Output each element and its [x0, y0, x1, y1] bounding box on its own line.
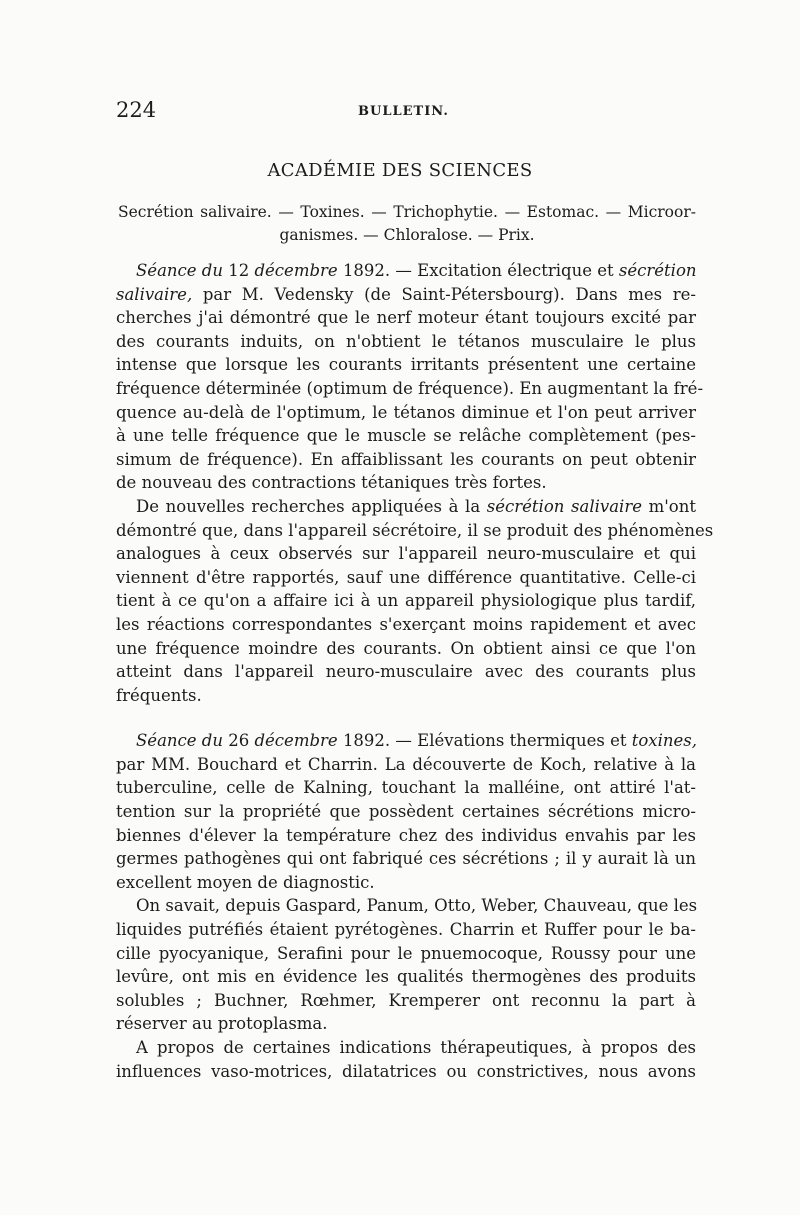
article-body	[116, 259, 714, 1083]
text-line: influences vaso-motrices, dilatatrices ou constrictives, nous avons	[116, 1061, 696, 1081]
text-line: les réactions correspondantes s'exerçant moins rapidement et avec	[116, 614, 696, 634]
text-line: analogues à ceux observés sur l'appareil neuro-musculaire et qui	[116, 544, 696, 564]
seance-date-day: 12	[228, 261, 250, 280]
text-line: une fréquence moindre des courants. On obtient ainsi ce que l'on	[116, 638, 696, 658]
text-line: solubles ; Buchner, Rœhmer, Kremperer ont reconnu la part à	[116, 990, 696, 1010]
text-line: Séance du 26 décembre 1892. — Elévations thermiques et toxines,	[136, 731, 697, 751]
text-line: tient à ce qu'on a affaire ici à un appareil physiologique plus tardif,	[116, 591, 696, 611]
seance-1-paragraph-1	[116, 259, 704, 495]
text-line: par MM. Bouchard et Charrin. La découverte de Koch, relative à la	[116, 754, 696, 774]
section-title: ACADÉMIE DES SCIENCES	[267, 160, 533, 181]
text-line: salivaire, par M. Vedensky (de Saint-Pétersbourg). Dans mes re-	[116, 284, 696, 304]
text-line: intense que lorsque les courants irritants présentent une certaine	[116, 355, 696, 375]
section-gap	[116, 707, 696, 729]
text-line: biennes d'élever la température chez des individus envahis par les	[116, 825, 696, 845]
text-line: atteint dans l'appareil neuro-musculaire avec des courants plus	[116, 662, 696, 682]
seance-date-month: décembre	[254, 731, 338, 751]
text-line: cherches j'ai démontré que le nerf moteur étant toujours excité par	[116, 308, 696, 328]
topics-line: Secrétion salivaire. — Toxines. — Trichophytie. — Estomac. — Microor-	[118, 203, 696, 221]
seance-date-month: décembre	[254, 261, 338, 280]
text-line: à une telle fréquence que le muscle se relâche complètement (pes-	[116, 426, 696, 446]
seance-2-paragraph-2	[116, 894, 696, 1036]
text-line: simum de fréquence). En affaiblissant les courants on peut obtenir	[116, 449, 696, 469]
topic-italic: salivaire,	[116, 284, 193, 304]
text-line: fréquents.	[116, 685, 202, 705]
text-line: germes pathogènes qui ont fabriqué ces sécrétions ; il y aurait là un	[116, 849, 696, 869]
text-line: cille pyocyanique, Serafini pour le pnuemocoque, Roussy pour une	[116, 943, 696, 963]
text-line: de nouveau des contractions tétaniques très fortes.	[116, 473, 547, 493]
text-line: démontré que, dans l'appareil sécrétoire, il se produit des phénomènes	[116, 520, 714, 540]
text-line: viennent d'être rapportés, sauf une différence quantitative. Celle-ci	[116, 567, 696, 587]
text-line: quence au-delà de l'optimum, le tétanos diminue et l'on peut arriver	[116, 402, 696, 422]
seance-2-paragraph-1	[116, 729, 696, 894]
journal-title: BULLETIN.	[358, 104, 449, 119]
seance-date-day: 26	[228, 731, 250, 751]
text-line: réserver au protoplasma.	[116, 1014, 328, 1034]
text-line: A propos de certaines indications thérapeutiques, à propos des	[136, 1038, 696, 1057]
topic-italic: toxines,	[631, 731, 697, 751]
text-line: liquides putréfiés étaient pyrétogènes. Charrin et Ruffer pour le ba-	[116, 920, 696, 940]
text-line: On savait, depuis Gaspard, Panum, Otto, Weber, Chauveau, que les	[136, 896, 698, 916]
section-topics	[118, 201, 696, 247]
topic-italic: sécrétion	[618, 261, 697, 280]
text-line: tuberculine, celle de Kalning, touchant la malléine, ont attiré l'at-	[116, 778, 696, 798]
text-line: des courants induits, on n'obtient le tétanos musculaire le plus	[116, 331, 696, 351]
text-line: Séance du 12 décembre 1892. — Excitation électrique et sécrétion	[136, 261, 697, 280]
seance-1-paragraph-2	[116, 495, 714, 707]
text-line: excellent moyen de diagnostic.	[116, 872, 375, 892]
text-line: fréquence déterminée (optimum de fréquence). En augmentant la fré-	[116, 378, 704, 398]
page-number: 224	[116, 98, 157, 122]
text-line: De nouvelles recherches appliquées à la sécrétion salivaire m'ont	[136, 496, 696, 516]
seance-2-paragraph-3	[116, 1036, 696, 1083]
text-line: levûre, ont mis en évidence les qualités thermogènes des produits	[116, 967, 696, 987]
seance-label: Séance du	[136, 731, 223, 751]
seance-label: Séance du	[136, 261, 223, 280]
topic-italic: sécrétion salivaire	[486, 496, 642, 516]
running-head	[116, 98, 696, 128]
text-line: tention sur la propriété que possèdent certaines sécrétions micro-	[116, 802, 696, 822]
topics-line: ganismes. — Chloralose. — Prix.	[279, 226, 535, 244]
